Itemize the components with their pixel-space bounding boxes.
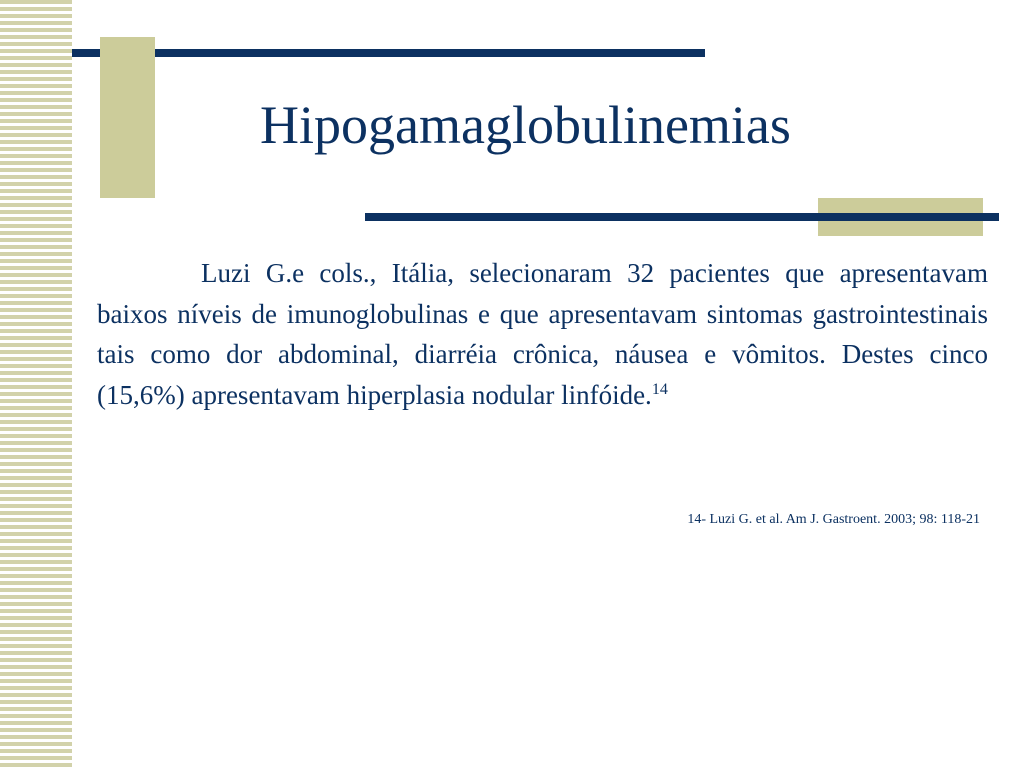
citation-superscript: 14 — [651, 380, 668, 398]
body-text: Luzi G.e cols., Itália, selecionaram 32 pacientes que apresentavam baixos níveis de imunoglobulinas e que apresentavam sintomas gastrointestinais tais como dor abdominal, diarréia crônica, náusea e vômitos. Destes cinco (15,6%) apresentavam hiperplasia nodular linfóide. — [97, 258, 988, 410]
top-tan-block — [100, 37, 155, 198]
reference-footnote: 14- Luzi G. et al. Am J. Gastroent. 2003; 98: 118-21 — [687, 512, 980, 527]
top-navy-rule — [72, 49, 705, 57]
body-paragraph — [97, 253, 988, 415]
bottom-navy-rule — [365, 213, 999, 221]
left-stripe-band — [0, 0, 72, 768]
slide-title: Hipogamaglobulinemias — [260, 95, 791, 155]
